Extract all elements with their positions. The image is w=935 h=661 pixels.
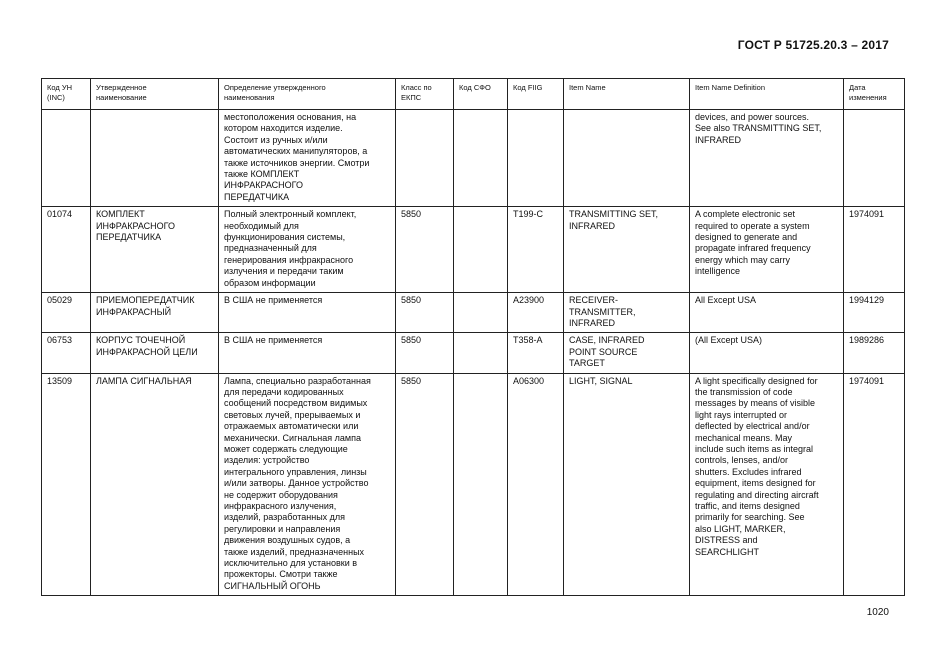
document-header-title: ГОСТ Р 51725.20.3 – 2017: [737, 38, 889, 52]
column-header-sfo: Код СФО: [454, 79, 508, 110]
cell-approved-name: ПРИЕМОПЕРЕДАТЧИК ИНФРАКРАСНЫЙ: [91, 293, 219, 333]
cell-item-name: CASE, INFRARED POINT SOURCE TARGET: [564, 333, 690, 373]
column-header-item-name: Item Name: [564, 79, 690, 110]
table-row: [42, 293, 905, 333]
cell-sfo: [454, 373, 508, 596]
column-header-approved-name: Утвержденное наименование: [91, 79, 219, 110]
table-row: [42, 373, 905, 596]
cell-item-definition: devices, and power sources. See also TRANSMITTING SET, INFRARED: [690, 110, 844, 207]
table-row: [42, 110, 905, 207]
catalog-table: [41, 78, 905, 596]
cell-approved-name: ЛАМПА СИГНАЛЬНАЯ: [91, 373, 219, 596]
cell-change-date: 1989286: [844, 333, 905, 373]
cell-approved-name: КОМПЛЕКТ ИНФРАКРАСНОГО ПЕРЕДАТЧИКА: [91, 207, 219, 293]
cell-class: 5850: [396, 293, 454, 333]
cell-fiig: A06300: [508, 373, 564, 596]
cell-item-definition: A light specifically designed for the transmission of code messages by means of visible light rays interrupted or deflected by electrical and/or mechanical means. May include such items as integral controls, lenses, and/or shutters. Excludes infrared equipment, items designed for regulating and directing aircraft traffic, and items designed primarily for searching. See also LIGHT, MARKER, DISTRESS and SEARCHLIGHT: [690, 373, 844, 596]
cell-definition-ru: Лампа, специально разработанная для передачи кодированных сообщений посредством видимых световых лучей, прерываемых и отражаемых автоматически или механически. Сигнальная лампа может содержать следующие изделия: устройство интегрального управления, линзы и/или затворы. Данное устройство не содержит оборудования инфракрасного излучения, изделий, разработанных для регулировки и направления движения воздушных судов, а также изделий, предназначенных исключительно для установки в прожекторы. Смотри также СИГНАЛЬНЫЙ ОГОНЬ: [219, 373, 396, 596]
cell-sfo: [454, 110, 508, 207]
cell-item-name: RECEIVER- TRANSMITTER, INFRARED: [564, 293, 690, 333]
cell-item-definition: A complete electronic set required to operate a system designed to generate and propagate infrared frequency energy which may carry intelligence: [690, 207, 844, 293]
cell-item-definition: (All Except USA): [690, 333, 844, 373]
cell-class: 5850: [396, 207, 454, 293]
cell-sfo: [454, 293, 508, 333]
cell-item-name: [564, 110, 690, 207]
cell-definition-ru: местоположения основания, на котором находится изделие. Состоит из ручных и/или автоматических манипуляторов, а также источников энергии. Смотри также КОМПЛЕКТ ИНФРАКРАСНОГО ПЕРЕДАТЧИКА: [219, 110, 396, 207]
cell-sfo: [454, 333, 508, 373]
table-row: [42, 333, 905, 373]
cell-class: 5850: [396, 373, 454, 596]
cell-fiig: T199-C: [508, 207, 564, 293]
cell-inc: 01074: [42, 207, 91, 293]
cell-inc: 05029: [42, 293, 91, 333]
cell-change-date: 1974091: [844, 373, 905, 596]
cell-change-date: 1974091: [844, 207, 905, 293]
cell-inc: 13509: [42, 373, 91, 596]
cell-approved-name: КОРПУС ТОЧЕЧНОЙ ИНФРАКРАСНОЙ ЦЕЛИ: [91, 333, 219, 373]
cell-class: [396, 110, 454, 207]
cell-item-name: LIGHT, SIGNAL: [564, 373, 690, 596]
cell-definition-ru: В США не применяется: [219, 293, 396, 333]
cell-definition-ru: Полный электронный комплект, необходимый для функционирования системы, предназначенный для генерирования инфракрасного излучения и передачи таким образом информации: [219, 207, 396, 293]
column-header-class: Класс по ЕКПС: [396, 79, 454, 110]
cell-change-date: 1994129: [844, 293, 905, 333]
column-header-definition-ru: Определение утвержденного наименования: [219, 79, 396, 110]
cell-item-definition: All Except USA: [690, 293, 844, 333]
cell-definition-ru: В США не применяется: [219, 333, 396, 373]
cell-fiig: [508, 110, 564, 207]
cell-class: 5850: [396, 333, 454, 373]
column-header-inc: Код УН (INC): [42, 79, 91, 110]
cell-inc: [42, 110, 91, 207]
cell-approved-name: [91, 110, 219, 207]
table-header-row: [42, 79, 905, 110]
cell-inc: 06753: [42, 333, 91, 373]
cell-change-date: [844, 110, 905, 207]
page-number: 1020: [866, 607, 889, 618]
column-header-fiig: Код FIIG: [508, 79, 564, 110]
column-header-item-definition: Item Name Definition: [690, 79, 844, 110]
column-header-change-date: Дата изменения: [844, 79, 905, 110]
cell-fiig: T358-A: [508, 333, 564, 373]
table-row: [42, 207, 905, 293]
cell-item-name: TRANSMITTING SET, INFRARED: [564, 207, 690, 293]
cell-sfo: [454, 207, 508, 293]
cell-fiig: A23900: [508, 293, 564, 333]
